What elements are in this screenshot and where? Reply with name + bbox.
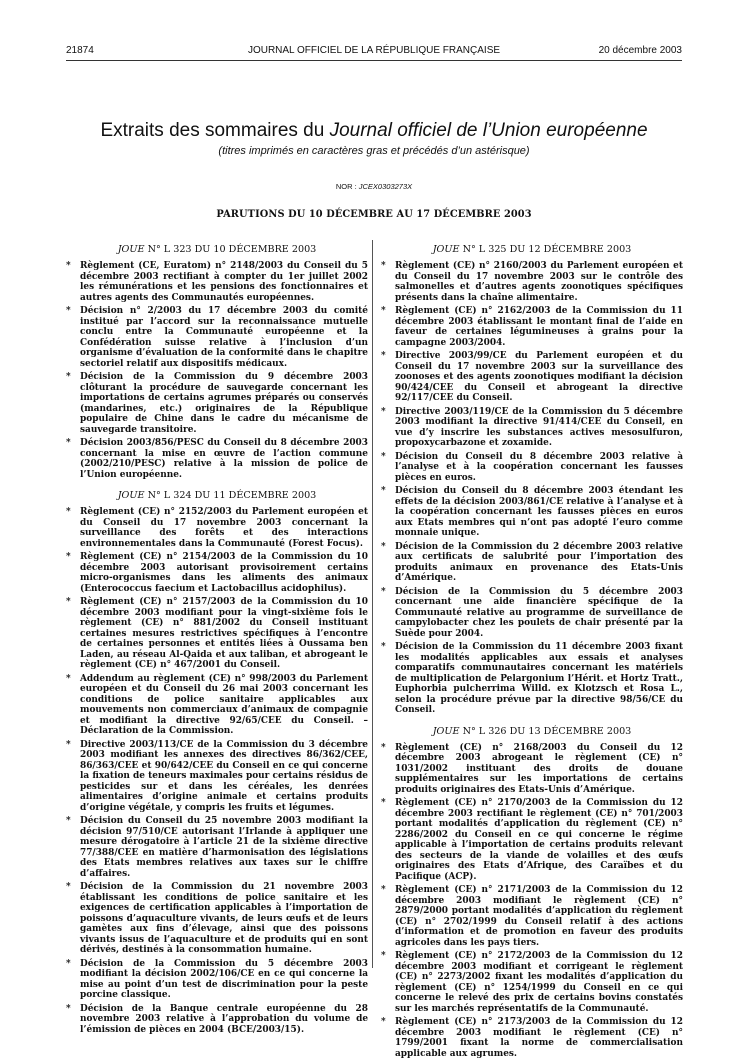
- asterisk: *: [381, 351, 386, 361]
- section-l323: [66, 244, 368, 480]
- entry-text: Règlement (CE) n° 2157/2003 de la Commission du 10 décembre 2003 modifiant pour la vingt-sixième fois le règlement (CE) n° 881/2002 du Conseil instituant certaines mesures restrictives spécifiques à l’encontre de certaines personnes et entités liées à Oussama ben Laden, au réseau Al-Qaida et aux taliban, et abrogeant le règlement (CE) n° 467/2001 du Conseil.: [80, 597, 368, 670]
- asterisk: *: [66, 673, 71, 684]
- asterisk: *: [381, 406, 386, 417]
- asterisk: *: [66, 507, 71, 517]
- asterisk: *: [66, 261, 71, 271]
- list-item: [381, 486, 683, 539]
- entry-text: Décision du Conseil du 25 novembre 2003 modifiant la décision 97/510/CE autorisant l’Irlande à appliquer une mesure dérogatoire à l’article 21 de la sixième directive 77/388/CEE en matière d’harmonisation des législations des Etats membres relatives aux taxes sur le chiffre d’affaires.: [80, 816, 368, 879]
- list-item: [66, 597, 368, 671]
- title-journal: Journal officiel de l’Union européenne: [329, 120, 648, 141]
- entry-text: Décision 2003/856/PESC du Conseil du 8 décembre 2003 concernant la mise en œuvre de l’action commune (2002/210/PESC) relative à la mission de police de l’Union européenne.: [80, 438, 368, 480]
- section-l326: [381, 726, 683, 1060]
- list-item: [381, 306, 683, 348]
- asterisk: *: [381, 451, 386, 462]
- parutions-heading: PARUTIONS DU 10 DÉCEMBRE AU 17 DÉCEMBRE 2003: [216, 209, 532, 220]
- left-column: [66, 244, 368, 1038]
- asterisk: *: [66, 958, 71, 969]
- asterisk: *: [381, 541, 386, 552]
- right-column: [381, 244, 683, 1062]
- asterisk: *: [381, 306, 386, 316]
- journal-name: JOURNAL OFFICIEL DE LA RÉPUBLIQUE FRANÇAISE: [247, 45, 501, 56]
- page-number: 21874: [66, 45, 94, 56]
- list-item: [381, 407, 683, 449]
- list-item: [381, 951, 683, 1014]
- entry-text: Décision de la Commission du 9 décembre 2003 clôturant la procédure de sauvegarde concernant les importations de certains agrumes préparés ou conservés (mandarines, etc.) originaires de la République populaire de Chine dans le cadre du mécanisme de sauvegarde transitoire.: [80, 372, 368, 435]
- column-divider: [372, 240, 373, 968]
- asterisk: *: [66, 552, 71, 562]
- section-number: N° L 324 DU 11 DÉCEMBRE 2003: [144, 490, 317, 501]
- asterisk: *: [66, 882, 71, 892]
- entry-text: Décision de la Commission du 11 décembre 2003 fixant les modalités applicables aux essais et analyses comparatifs communautaires concernant les matériels de multiplication de Pelargonium l’Hérit. et Hortz Tratt., Euphorbia pulcherrima Willd. ex Klotzsch et Rosa L., selon la procédure prévue par la directive 98/56/CE du Conseil.: [395, 642, 683, 715]
- title-prefix: Extraits des sommaires du: [100, 120, 330, 141]
- list-item: [66, 1004, 368, 1036]
- entry-text: Règlement (CE) n° 2152/2003 du Parlement européen et du Conseil du 17 novembre 2003 concernant la surveillance des forêts et des interactions environnementales dans la Communauté (Forest Focus).: [80, 507, 368, 549]
- page-subtitle: (titres imprimés en caractères gras et précédés d’un astérisque): [218, 145, 530, 157]
- entry-text: Règlement (CE, Euratom) n° 2148/2003 du Conseil du 5 décembre 2003 rectifiant à compter du 1er juillet 2002 les rémunérations et les pensions des fonctionnaires et autres agents des Communautés européennes.: [80, 261, 368, 303]
- entry-text: Règlement (CE) n° 2154/2003 de la Commission du 10 décembre 2003 autorisant provisoirement certains micro-organismes dans les aliments des animaux (Enterococcus faecium et Lactobacillus acidophilus).: [80, 552, 368, 594]
- list-item: [66, 740, 368, 814]
- entry-text: Décision de la Commission du 5 décembre 2003 concernant une aide financière spécifique de la Communauté relative au programme de surveillance de campylobacter chez les poulets de chair présenté par la Suède pour 2004.: [395, 586, 683, 639]
- entry-text: Décision de la Commission du 2 décembre 2003 relative aux certificats de salubrité pour l’importation des produits animaux en provenance des Etats-Unis d’Amérique.: [395, 541, 683, 583]
- entry-text: Règlement (CE) n° 2171/2003 de la Commission du 12 décembre 2003 modifiant le règlement (CE) n° 2879/2000 portant modalités d’application du règlement (CE) n° 2702/1999 du Conseil relatif à des actions d’information et de promotion en faveur des produits agricoles dans les pays tiers.: [395, 885, 683, 948]
- joue-label: JOUE: [432, 244, 460, 255]
- asterisk: *: [381, 486, 386, 496]
- list-item: [66, 816, 368, 879]
- list-item: [66, 507, 368, 549]
- list-item: [66, 438, 368, 480]
- section-number: N° L 325 DU 12 DÉCEMBRE 2003: [459, 244, 632, 255]
- list-item: [66, 552, 368, 594]
- entry-text: Règlement (CE) n° 2160/2003 du Parlement européen et du Conseil du 17 novembre 2003 sur le contrôle des salmonelles et d’autres agents zoonotiques spécifiques présents dans la chaîne alimentaire.: [395, 261, 683, 303]
- running-header: [66, 45, 682, 59]
- entry-text: Décision du Conseil du 8 décembre 2003 relative à l’analyse et à la coopération concernant les fausses pièces en euros.: [395, 451, 683, 483]
- section-l325: [381, 244, 683, 716]
- entry-text: Règlement (CE) n° 2173/2003 de la Commission du 12 décembre 2003 modifiant le règlement (CE) n° 1799/2001 fixant la norme de commercialisation applicable aux agrumes.: [395, 1017, 683, 1059]
- list-item: [381, 351, 683, 404]
- entry-text: Décision de la Commission du 5 décembre 2003 modifiant la décision 2002/106/CE en ce qui concerne la mise au point d’un test de discrimination pour la peste porcine classique.: [80, 958, 368, 1000]
- asterisk: *: [381, 261, 386, 271]
- header-rule: [66, 60, 682, 61]
- asterisk: *: [66, 739, 71, 750]
- list-item: [381, 261, 683, 303]
- list-item: [66, 306, 368, 369]
- list-item: [66, 959, 368, 1001]
- asterisk: *: [66, 438, 71, 448]
- entry-text: Règlement (CE) n° 2172/2003 de la Commission du 12 décembre 2003 modifiant et corrigeant le règlement (CE) n° 2273/2002 fixant les modalités d’application du règlement (CE) n° 1254/1999 du Conseil en ce qui concerne le relevé des prix de certains bovins constatés sur les marchés représentatifs de la Communauté.: [395, 951, 683, 1014]
- list-item: [381, 798, 683, 882]
- entry-text: Décision de la Banque centrale européenne du 28 novembre 2003 relative à l’approbation du volume de l’émission de pièces en 2004 (BCE/2003/15).: [80, 1003, 368, 1035]
- list-item: [381, 743, 683, 796]
- entry-text: Directive 2003/99/CE du Parlement européen et du Conseil du 17 novembre 2003 sur la surveillance des zoonoses et des agents zoonotiques modifiant la décision 90/424/CEE du Conseil et abrogeant la directive 92/117/CEE du Conseil.: [395, 351, 683, 403]
- page-title: [0, 120, 748, 142]
- entry-text: Décision de la Commission du 21 novembre 2003 établissant les conditions de police sanitaire et les exigences de certification applicables à l’importation de poissons d’aquaculture vivants, de leurs œufs et de leurs gamètes aux fins d’élevage, ainsi que des poissons vivants issus de l’aquaculture et de produits qui en sont dérivés, destinés à la consommation humaine.: [80, 882, 368, 955]
- section-heading: [66, 490, 368, 501]
- asterisk: *: [381, 798, 386, 808]
- section-heading: [381, 726, 683, 737]
- asterisk: *: [381, 1017, 386, 1027]
- entry-text: Directive 2003/119/CE de la Commission du 5 décembre 2003 modifiant la directive 91/414/CEE du Conseil, en vue d’y inscrire les substances actives mesosulfuron, propoxycarbazone et zoxamide.: [395, 406, 683, 448]
- list-item: [66, 372, 368, 435]
- section-heading: [66, 244, 368, 255]
- joue-label: JOUE: [117, 244, 145, 255]
- nor-value: JCEX0303273X: [358, 182, 413, 191]
- joue-label: JOUE: [432, 725, 460, 737]
- list-item: [66, 882, 368, 956]
- list-item: [381, 885, 683, 948]
- section-l324: [66, 490, 368, 1035]
- entry-text: Directive 2003/113/CE de la Commission du 3 décembre 2003 modifiant les annexes des directives 86/362/CEE, 86/363/CEE et 90/642/CEE du Conseil en ce qui concerne la fixation de teneurs maximales pour certains résidus de pesticides sur et dans les céréales, les denrées alimentaires d’origine animale et certains produits d’origine végétale, y compris les fruits et légumes.: [80, 739, 368, 813]
- entry-text: Addendum au règlement (CE) n° 998/2003 du Parlement européen et du Conseil du 26 mai 2003 concernant les conditions de police sanitaire applicables aux mouvements non commerciaux d’animaux de compagnie et modifiant la directive 92/65/CEE du Conseil. – Déclaration de la Commission.: [80, 673, 368, 736]
- entry-text: Règlement (CE) n° 2162/2003 de la Commission du 11 décembre 2003 établissant le montant final de l’aide en faveur de certaines légumineuses à grains pour la campagne 2003/2004.: [395, 306, 683, 348]
- asterisk: *: [381, 885, 386, 895]
- list-item: [381, 452, 683, 484]
- asterisk: *: [381, 586, 386, 597]
- joue-label: JOUE: [117, 490, 145, 501]
- list-item: [381, 642, 683, 716]
- entry-text: Décision du Conseil du 8 décembre 2003 étendant les effets de la décision 2003/861/CE relative à l’analyse et à la coopération concernant les fausses pièces en euros aux Etats membres qui n’ont pas adopté l’euro comme monnaie unique.: [395, 486, 683, 538]
- asterisk: *: [381, 642, 386, 652]
- nor-reference: [0, 182, 748, 191]
- list-item: [66, 674, 368, 737]
- list-item: [381, 1017, 683, 1059]
- asterisk: *: [66, 597, 71, 607]
- section-number: N° L 323 DU 10 DÉCEMBRE 2003: [144, 244, 317, 255]
- asterisk: *: [66, 306, 71, 316]
- entry-text: Décision n° 2/2003 du 17 décembre 2003 du comité institué par l’accord sur la reconnaissance mutuelle conclu entre la Communauté européenne et la Confédération suisse relative à l’inclusion d’un organisme d’évaluation de la conformité dans le chapitre sectoriel relatif aux dispositifs médicaux.: [80, 306, 368, 369]
- list-item: [66, 261, 368, 303]
- list-item: [381, 542, 683, 584]
- asterisk: *: [66, 816, 71, 826]
- issue-date: 20 décembre 2003: [598, 45, 682, 56]
- asterisk: *: [66, 372, 71, 382]
- asterisk: *: [66, 1003, 71, 1014]
- asterisk: *: [381, 951, 386, 961]
- nor-label: NOR :: [335, 182, 359, 191]
- entry-text: Règlement (CE) n° 2170/2003 de la Commission du 12 décembre 2003 rectifiant le règlement (CE) n° 701/2003 portant modalités d’application du règlement (CE) n° 2286/2002 du Conseil en ce qui concerne le régime applicable à l’importation de certains produits relevant des secteurs de la viande de volailles et des œufs originaires des Etats d’Afrique, des Caraïbes et du Pacifique (ACP).: [395, 798, 683, 882]
- list-item: [381, 587, 683, 640]
- entry-text: Règlement (CE) n° 2168/2003 du Conseil du 12 décembre 2003 abrogeant le règlement (CE) n° 1031/2002 instituant des droits de douane supplémentaires sur les importations de certains produits originaires des Etats-Unis d’Amérique.: [395, 742, 683, 795]
- section-number: N° L 326 DU 13 DÉCEMBRE 2003: [459, 725, 632, 737]
- asterisk: *: [381, 742, 386, 753]
- section-heading: [381, 244, 683, 255]
